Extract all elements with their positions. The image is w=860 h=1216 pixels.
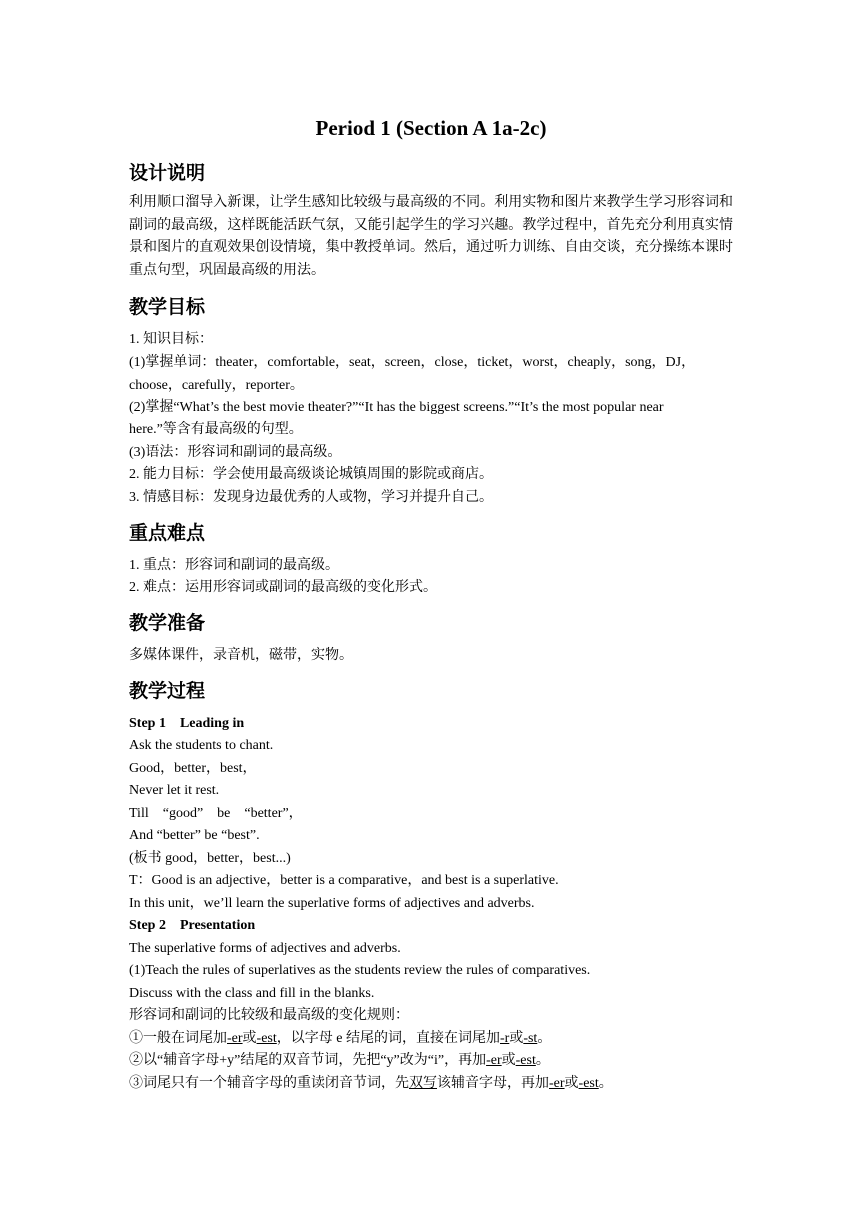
process-line: In this unit，we’ll learn the superlative forms of adjectives and adverbs.: [129, 896, 535, 911]
goal-item-1: 1. 知识目标：: [129, 332, 213, 347]
goal-item-1c: (3)语法：形容词和副词的最高级。: [129, 445, 342, 460]
goal-item-1a-line1: (1)掌握单词：theater，comfortable，seat，screen，close，ticket，worst，cheaply，song，DJ，: [129, 355, 696, 370]
process-line: T：Good is an adjective，better is a comparative，and best is a superlative.: [129, 873, 559, 888]
goal-item-1b-line2: here.”等含有最高级的句型。: [129, 422, 303, 437]
process-line: Good，better，best，: [129, 761, 257, 776]
goal-item-1a-line2: choose，carefully，reporter。: [129, 378, 304, 393]
rule-blank: -er: [227, 1031, 243, 1046]
rule-text: 或: [509, 1031, 524, 1046]
rule-text: 该辅音字母，再加: [437, 1076, 549, 1091]
design-paragraph: 利用顺口溜导入新课，让学生感知比较级与最高级的不同。利用实物和图片来教学生学习形容词和副词的最高级，这样既能活跃气氛，又能引起学生的学习兴趣。教学过程中，首先充分利用真实情景和图片的直观效果创设情境，集中教授单词。然后，通过听力训练、自由交谈，充分操练本课时重点句型，巩固最高级的用法。: [129, 195, 733, 278]
section-heading-prep: 教学准备: [129, 612, 206, 634]
rule-text: ①一般在词尾加: [129, 1031, 227, 1046]
rule-text: 。: [535, 1053, 550, 1068]
process-line: The superlative forms of adjectives and adverbs.: [129, 941, 401, 956]
section-heading-process: 教学过程: [129, 680, 206, 702]
process-line: 形容词和副词的比较级和最高级的变化规则：: [129, 1008, 409, 1023]
keypoint-item-1: 1. 重点：形容词和副词的最高级。: [129, 558, 339, 573]
process-line: Discuss with the class and fill in the blanks.: [129, 986, 375, 1001]
rule-blank: 双写: [409, 1076, 437, 1091]
goal-item-1b-line1: (2)掌握“What’s the best movie theater?”“It has the biggest screens.”“It’s the most popular near: [129, 400, 664, 415]
section-heading-design: 设计说明: [129, 162, 206, 184]
rule-3: [129, 1073, 613, 1095]
process-line: Till “good” be “better”，: [129, 806, 303, 821]
rule-blank: -est: [256, 1031, 277, 1046]
section-heading-keypoints: 重点难点: [129, 522, 206, 544]
section-heading-goals: 教学目标: [129, 296, 206, 318]
rule-blank: -st: [523, 1031, 538, 1046]
process-line: Never let it rest.: [129, 783, 220, 798]
rule-blank: -est: [578, 1076, 599, 1091]
rule-blank: -r: [499, 1031, 510, 1046]
rule-2: [129, 1050, 550, 1072]
keypoint-item-2: 2. 难点：运用形容词或副词的最高级的变化形式。: [129, 580, 437, 595]
rule-blank: -er: [486, 1053, 502, 1068]
rule-text: 。: [537, 1031, 552, 1046]
rule-text: 或: [242, 1031, 257, 1046]
process-line: And “better” be “best”.: [129, 828, 260, 843]
rule-blank: -est: [515, 1053, 536, 1068]
process-line: (板书 good，better，best...): [129, 851, 291, 866]
rule-text: ③词尾只有一个辅音字母的重读闭音节词，先: [129, 1076, 409, 1091]
document-title: Period 1 (Section A 1a-2c): [315, 116, 547, 140]
goal-item-2: 2. 能力目标：学会使用最高级谈论城镇周围的影院或商店。: [129, 467, 493, 482]
goal-item-3: 3. 情感目标：发现身边最优秀的人或物，学习并提升自己。: [129, 490, 493, 505]
rule-text: 或: [564, 1076, 579, 1091]
rule-text: 。: [598, 1076, 613, 1091]
step-2-heading: Step 2 Presentation: [129, 918, 256, 933]
prep-text: 多媒体课件，录音机，磁带，实物。: [129, 648, 353, 663]
process-line: (1)Teach the rules of superlatives as the students review the rules of comparatives.: [129, 963, 591, 978]
rule-blank: -er: [549, 1076, 565, 1091]
rule-text: ②以“辅音字母+y”结尾的双音节词，先把“y”改为“i”，再加: [129, 1053, 487, 1068]
rule-text: ，以字母 e 结尾的词，直接在词尾加: [276, 1031, 500, 1046]
rule-text: 或: [501, 1053, 516, 1068]
process-line: Ask the students to chant.: [129, 738, 274, 753]
rule-1: [129, 1028, 551, 1050]
step-1-heading: Step 1 Leading in: [129, 716, 245, 731]
